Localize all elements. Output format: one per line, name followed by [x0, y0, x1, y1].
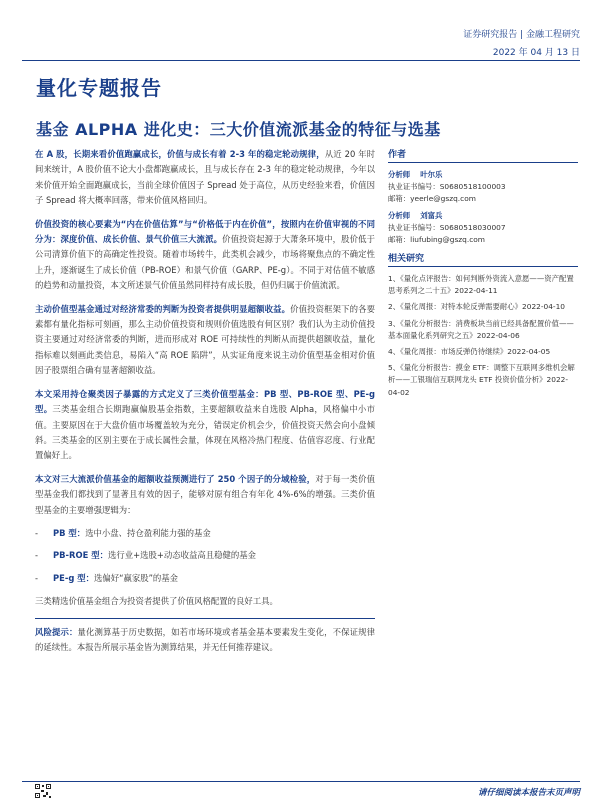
list-item: - PE-g 型：选偏好“赢家股”的基金 — [35, 572, 179, 583]
summary-para-4: 本文采用持仓聚类因子暴露的方式定义了三类价值型基金：PB 型、PB-ROE 型、PE-g 型。三类基金组合长期跑赢偏股基金指数，主要超额收益来自选股 Alpha，风格偏中小市值。主要原因在于大盘价值市场覆盖较为充分，错误定价机会少，价值投资天然会向小盘倾斜。三类基金的区别主要在于成长属性会量，体现在风格冷热门程度、估值容忍度、行业配置偏好上。 — [35, 388, 375, 461]
related-research-list — [388, 273, 578, 399]
summary-para-6: 三类精选价值基金组合为投资者提供了价值风格配置的良好工具。 — [35, 596, 278, 607]
report-title: 基金 ALPHA 进化史：三大价值流派基金的特征与选基 — [36, 120, 441, 139]
sidebar — [388, 147, 578, 403]
disclaimer-footer: 请仔细阅读本报告末页声明 — [477, 788, 580, 798]
enhancement-list — [35, 526, 375, 586]
analyst-card: 分析师 刘富兵 执业证书编号：S0680518030007 邮箱：liufubing@gszq.com — [388, 210, 578, 246]
header-divider — [22, 60, 580, 61]
analyst-card: 分析师 叶尔乐 执业证书编号：S0680518100003 邮箱：yeerle@gszq.com — [388, 169, 578, 205]
report-category: 证券研究报告 | 金融工程研究 — [463, 30, 580, 40]
analysts-heading: 作者 — [388, 147, 578, 163]
summary-column — [35, 147, 375, 663]
report-type: 量化专题报告 — [36, 76, 162, 100]
related-item[interactable]: 3、《量化分析报告：消费板块当前已经具备配置价值——基本面量化系列研究之五》2022-04-06 — [388, 318, 574, 340]
related-research-heading: 相关研究 — [388, 251, 578, 267]
list-item: - PB-ROE 型：选行业+选股+动态收益高且稳健的基金 — [35, 550, 256, 561]
summary-para-3: 主动价值型基金通过对经济常委的判断为投资者提供明显超额收益。价值投资框架下的各要素都有量化指标可刻画，那么主动价值投资和规则价值选股有何区别？我们认为主动价值投资主要通过对经济常委的判断，进而形成对 ROE 可持续性的判断从而提供超额收益，量化指标难以刻画此类信息，易陷入“高 ROE 陷阱”，从实证角度来说主动价值型基金相对价值因子股票组合确有显著超额收益。 — [35, 303, 376, 376]
risk-warning: 风险提示：量化测算基于历史数据，如若市场环境或者基金基本要素发生变化，不保证规律的延续性。本报告所展示基金皆为测算结果，并无任何推荐建议。 — [35, 618, 375, 656]
analyst-email[interactable]: 邮箱：liufubing@gszq.com — [388, 235, 486, 244]
summary-para-1: 在 A 股，长期来看价值跑赢成长，价值与成长有着 2-3 年的稳定轮动规律，从近 20 年时间来统计，A 股价值不论大小盘都跑赢成长，且与成长存在 2-3 年的稳定轮动规律，今年以来价值开始全面跑赢成长，当前全球价值因子 Spread 处于高位，从历史经验来看，价值因子 Spread 将大概率回落，带来价值风格回归。 — [35, 149, 375, 206]
summary-para-2: 价值投资的核心要素为“内在价值估算”与“价格低于内在价值”，按照内在价值审视的不同分为：深度价值、成长价值、景气价值三大流派。价值投资起源于大萧条环境中，股价低于公司清算价值下的高确定性投资。随着市场转牛，此类机会减少，市场将聚焦点的不确定性上升，逐渐诞生了成长价值（PB-ROE）和景气价值（GARP、PE-g）。不同于对估值不敏感的趋势和动量投资，本文所述景气价值虽然同样持有成长股，但仍归属于价值流派。 — [35, 218, 376, 291]
analyst-email[interactable]: 邮箱：yeerle@gszq.com — [388, 194, 476, 203]
related-item[interactable]: 1、《量化点评报告：如何判断外资流入意愿——资产配置思考系列之二十五》2022-04-11 — [388, 274, 574, 296]
list-item: - PB 型：选中小盘、持仓盈利能力强的基金 — [35, 527, 211, 538]
related-item[interactable]: 2、《量化周报：对特本轮反弹需要耐心》2022-04-10 — [388, 302, 565, 312]
summary-para-5: 本文对三大流派价值基金的超额收益预测进行了 250 个因子的分域检验，对于每一类价值型基金我们都找到了显著且有效的因子，能够对原有组合有年化 4%-6%的增强。三类价值型基金的主要增强逻辑为： — [35, 473, 376, 515]
footer-divider — [22, 781, 580, 782]
related-item[interactable]: 5、《量化分析报告：摸金 ETF：调整下互联网多维机会解析——工银瑞信互联网龙头 ETF 投资价值分析》2022-04-02 — [388, 363, 575, 397]
report-date: 2022 年 04 月 13 日 — [492, 48, 580, 58]
related-item[interactable]: 4、《量化周报：市场反弹仍待继续》2022-04-05 — [388, 347, 551, 357]
